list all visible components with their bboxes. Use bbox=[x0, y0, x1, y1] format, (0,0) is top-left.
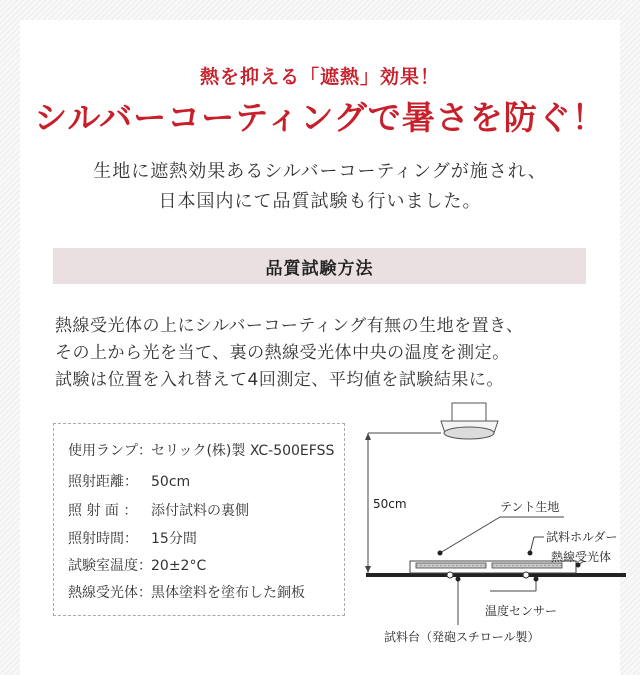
section-title-bar bbox=[53, 248, 586, 284]
sample-stand bbox=[366, 573, 626, 577]
subheading: 熱を抑える「遮熱」効果！ bbox=[199, 66, 440, 88]
label-sample-stand: 試料台（発砲スチロール製） bbox=[384, 630, 540, 644]
spec-value: 添付試料の裏側 bbox=[151, 503, 249, 519]
label-temp-sensor: 温度センサー bbox=[485, 604, 558, 618]
spec-label: 照射距離： bbox=[68, 474, 138, 490]
spec-row-distance bbox=[68, 471, 190, 491]
spec-label: 使用ランプ： bbox=[68, 443, 152, 459]
spec-value: 50cm bbox=[151, 474, 191, 490]
spec-row-time bbox=[68, 528, 197, 548]
spec-value: セリック(株)製 XC-500EFSS bbox=[151, 443, 335, 459]
spec-value: 黒体塗料を塗布した銅板 bbox=[151, 585, 305, 601]
temp-sensor-right bbox=[523, 572, 529, 578]
spec-row-surface bbox=[68, 500, 249, 520]
spec-row-lamp bbox=[68, 440, 334, 460]
headline: シルバーコーティングで暑さを防ぐ！ bbox=[34, 98, 606, 137]
test-setup-diagram bbox=[340, 395, 640, 675]
spec-label: 照 射 面 ： bbox=[68, 503, 138, 519]
label-heat-receiver: 熱線受光体 bbox=[551, 550, 612, 564]
intro-line-2: 日本国内にて品質試験も行いました。 bbox=[158, 191, 482, 212]
method-line-2: その上から光を当て、裏の熱線受光体中央の温度を測定。 bbox=[55, 343, 510, 363]
method-line-3: 試験は位置を入れ替えて4回測定、平均値を試験結果に。 bbox=[55, 370, 504, 390]
label-sample-holder: 試料ホルダー bbox=[546, 530, 618, 544]
spec-label: 試験室温度： bbox=[68, 558, 152, 574]
label-tent-fabric: テント生地 bbox=[500, 500, 560, 514]
section-title: 品質試験方法 bbox=[265, 258, 374, 279]
spec-row-receiver bbox=[68, 582, 305, 602]
temp-sensor-left bbox=[447, 572, 453, 578]
intro-line-1: 生地に遮熱効果あるシルバーコーティングが施され、 bbox=[93, 161, 547, 182]
spec-label: 照射時間： bbox=[68, 531, 138, 547]
spec-box bbox=[53, 423, 345, 616]
distance-label: 50cm bbox=[373, 497, 407, 511]
spec-value: 20±2°C bbox=[151, 558, 207, 574]
method-line-1: 熱線受光体の上にシルバーコーティング有無の生地を置き、 bbox=[55, 316, 524, 336]
lamp-icon bbox=[441, 403, 498, 439]
spec-value: 15分間 bbox=[151, 531, 197, 547]
spec-row-room-temp bbox=[68, 555, 206, 575]
spec-label: 熱線受光体： bbox=[68, 585, 152, 601]
